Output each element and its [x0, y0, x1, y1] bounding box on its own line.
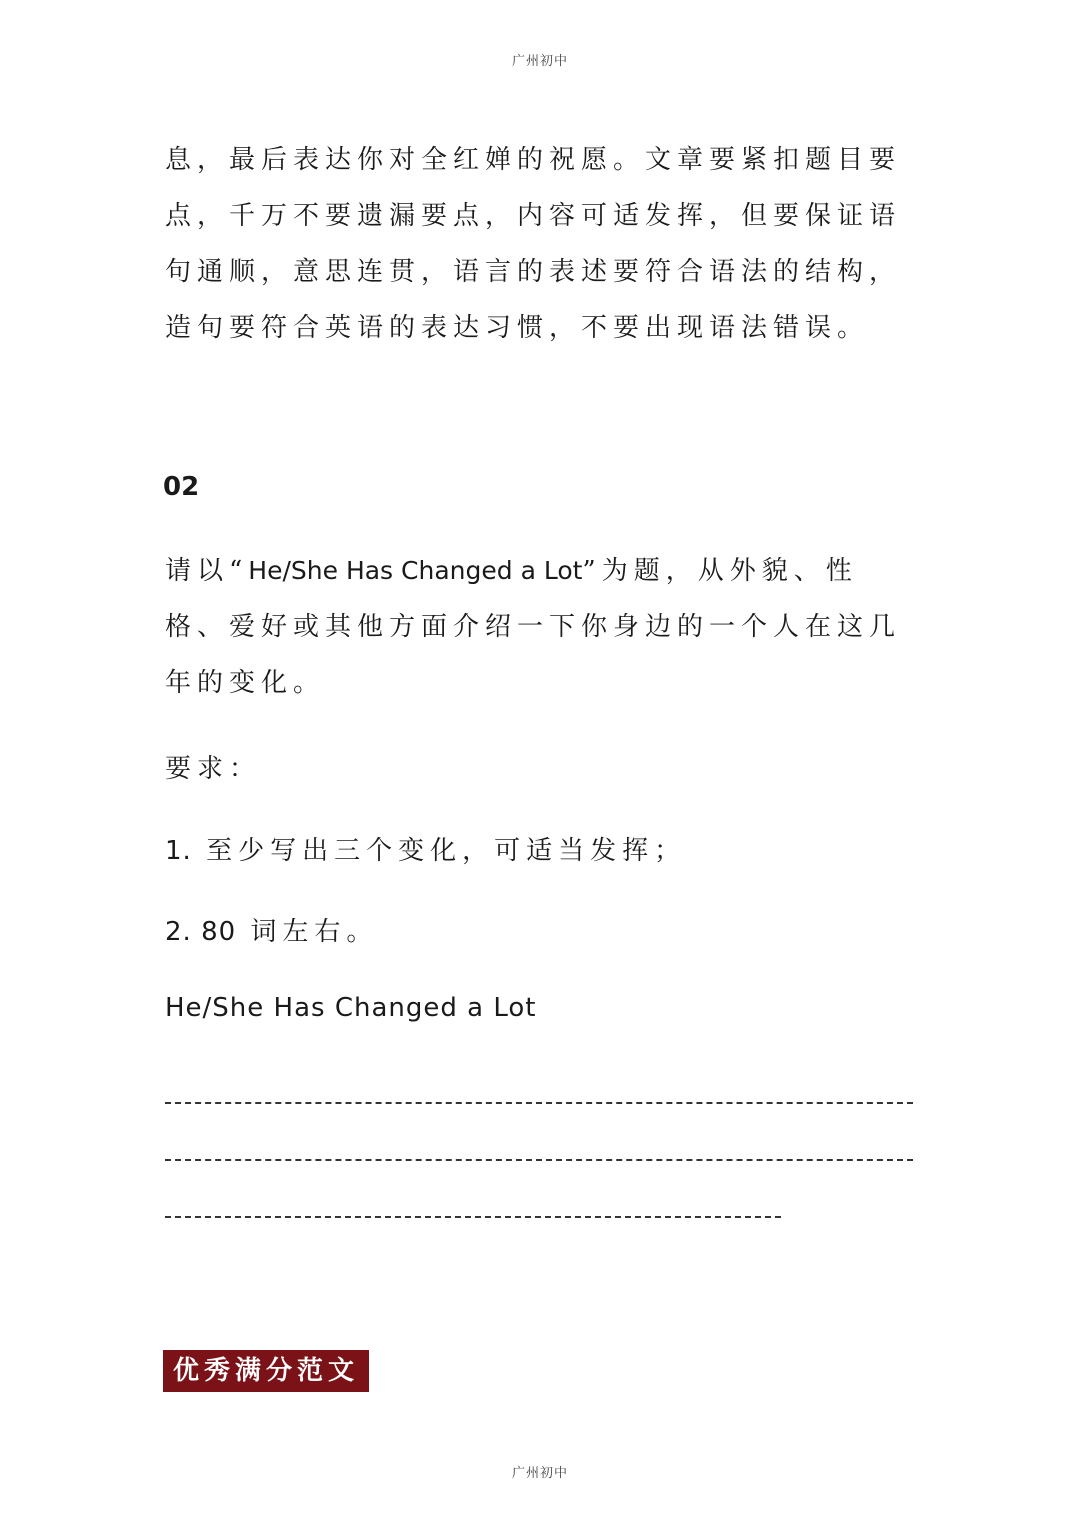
answer-blank-line: [165, 1102, 913, 1104]
intro-line: 句通顺，意思连贯，语言的表述要符合语法的结构，: [165, 257, 902, 287]
section-number: 02: [163, 472, 200, 502]
page-footer: 广州初中: [511, 1466, 568, 1481]
intro-line: 点，千万不要遗漏要点，内容可适发挥，但要保证语: [165, 201, 902, 231]
requirement-text: 词左右。: [236, 917, 379, 947]
requirement-number: 2. 80: [165, 917, 237, 947]
prompt-rest: ”为题，从外貌、性: [582, 556, 858, 586]
writing-prompt: [165, 543, 915, 711]
requirement-item: [165, 911, 378, 948]
requirement-number: 1.: [165, 836, 192, 866]
prompt-line: 年的变化。: [165, 668, 326, 698]
essay-title: He/She Has Changed a Lot: [165, 993, 537, 1023]
requirement-item: [165, 830, 686, 867]
prompt-lead: 请以“: [165, 556, 249, 586]
prompt-line: [165, 543, 915, 599]
intro-paragraph: [165, 132, 915, 356]
requirement-text: 至少写出三个变化，可适当发挥；: [191, 836, 687, 866]
answer-blank-line: [165, 1216, 781, 1218]
requirements-label: 要求：: [165, 754, 262, 784]
intro-line: 造句要符合英语的表达习惯，不要出现语法错误。: [165, 313, 870, 343]
sample-essay-badge: 优秀满分范文: [163, 1350, 369, 1392]
answer-blank-line: [165, 1159, 913, 1161]
page-header: 广州初中: [511, 54, 568, 69]
intro-line: 息，最后表达你对全红婵的祝愿。文章要紧扣题目要: [165, 145, 902, 175]
prompt-line: 格、爱好或其他方面介绍一下你身边的一个人在这几: [165, 612, 902, 642]
prompt-title-en: He/She Has Changed a Lot: [248, 556, 583, 585]
